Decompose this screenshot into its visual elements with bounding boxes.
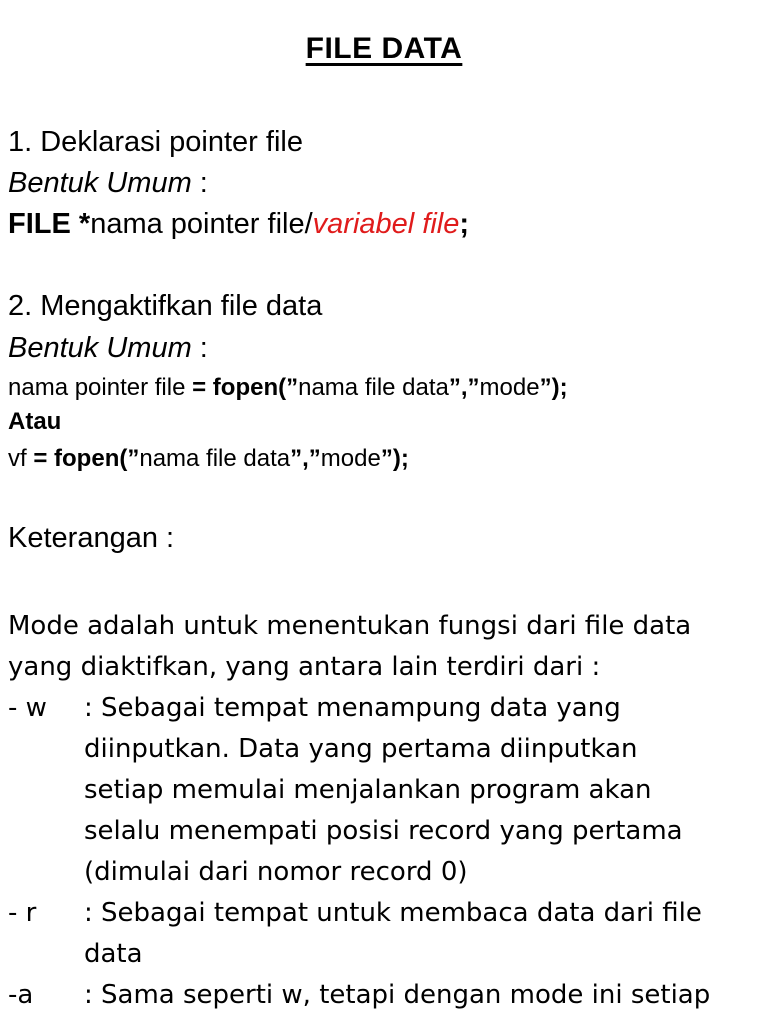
mode-description	[84, 893, 764, 975]
syntax-arg2: mode	[320, 445, 381, 472]
notes-heading: Keterangan :	[8, 522, 175, 554]
syntax-quote: ”	[286, 374, 299, 401]
mode-desc-line: : Sebagai tempat menampung data yang	[84, 693, 621, 723]
mode-desc-line: : Sebagai tempat untuk membaca data dari file	[84, 898, 702, 928]
mode-desc-line: : Sama seperti w, tetapi dengan mode ini setiap	[84, 980, 711, 1010]
syntax-end: ”);	[539, 374, 568, 401]
syntax-quote: ”	[127, 445, 140, 472]
syntax-arg2: mode	[479, 374, 540, 401]
page-title: FILE DATA	[305, 32, 463, 65]
mode-description	[84, 688, 764, 893]
pointer-name: nama pointer file/	[90, 208, 313, 240]
mode-desc-line: (dimulai dari nomor record 0)	[84, 857, 468, 887]
mode-desc-line: selalu menempati posisi record yang pertama	[84, 816, 683, 846]
mode-key: - w	[8, 693, 47, 723]
mode-desc-line: data	[84, 939, 143, 969]
mode-description	[84, 975, 764, 1016]
mode-key: -a	[8, 980, 34, 1010]
intro-line-1: Mode adalah untuk menentukan fungsi dari file data	[8, 611, 692, 641]
pointer-star: *	[70, 208, 91, 240]
syntax-sep: ”,”	[448, 374, 480, 401]
syntax-assign: = fopen(	[33, 445, 128, 472]
variable-file: variabel file	[312, 208, 460, 240]
file-pointer-syntax	[8, 208, 469, 241]
section1-general-form	[8, 167, 208, 200]
syntax-lhs: vf	[8, 445, 34, 472]
colon: :	[191, 332, 208, 364]
or-label: Atau	[8, 408, 62, 435]
syntax-assign: = fopen(	[192, 374, 287, 401]
mode-desc-line: diinputkan. Data yang pertama diinputkan	[84, 734, 638, 764]
section1-heading: 1. Deklarasi pointer file	[8, 126, 303, 158]
syntax-arg1: nama file data	[298, 374, 449, 401]
intro-line-2: yang diaktifkan, yang antara lain terdiri dari :	[8, 652, 601, 682]
mode-desc-line: setiap memulai menjalankan program akan	[84, 775, 652, 805]
general-form-label: Bentuk Umum	[8, 167, 192, 199]
fopen-syntax-2	[8, 445, 409, 473]
section2-general-form	[8, 332, 208, 365]
mode-key: - r	[8, 898, 37, 928]
section2-heading: 2. Mengaktifkan file data	[8, 290, 323, 322]
colon: :	[191, 167, 208, 199]
general-form-label: Bentuk Umum	[8, 332, 192, 364]
syntax-sep: ”,”	[290, 445, 321, 472]
file-keyword: FILE	[8, 208, 71, 240]
semicolon: ;	[459, 208, 470, 240]
syntax-end: ”);	[380, 445, 409, 472]
syntax-arg1: nama file data	[139, 445, 291, 472]
fopen-syntax-1	[8, 374, 568, 402]
syntax-lhs: nama pointer file	[8, 374, 193, 401]
